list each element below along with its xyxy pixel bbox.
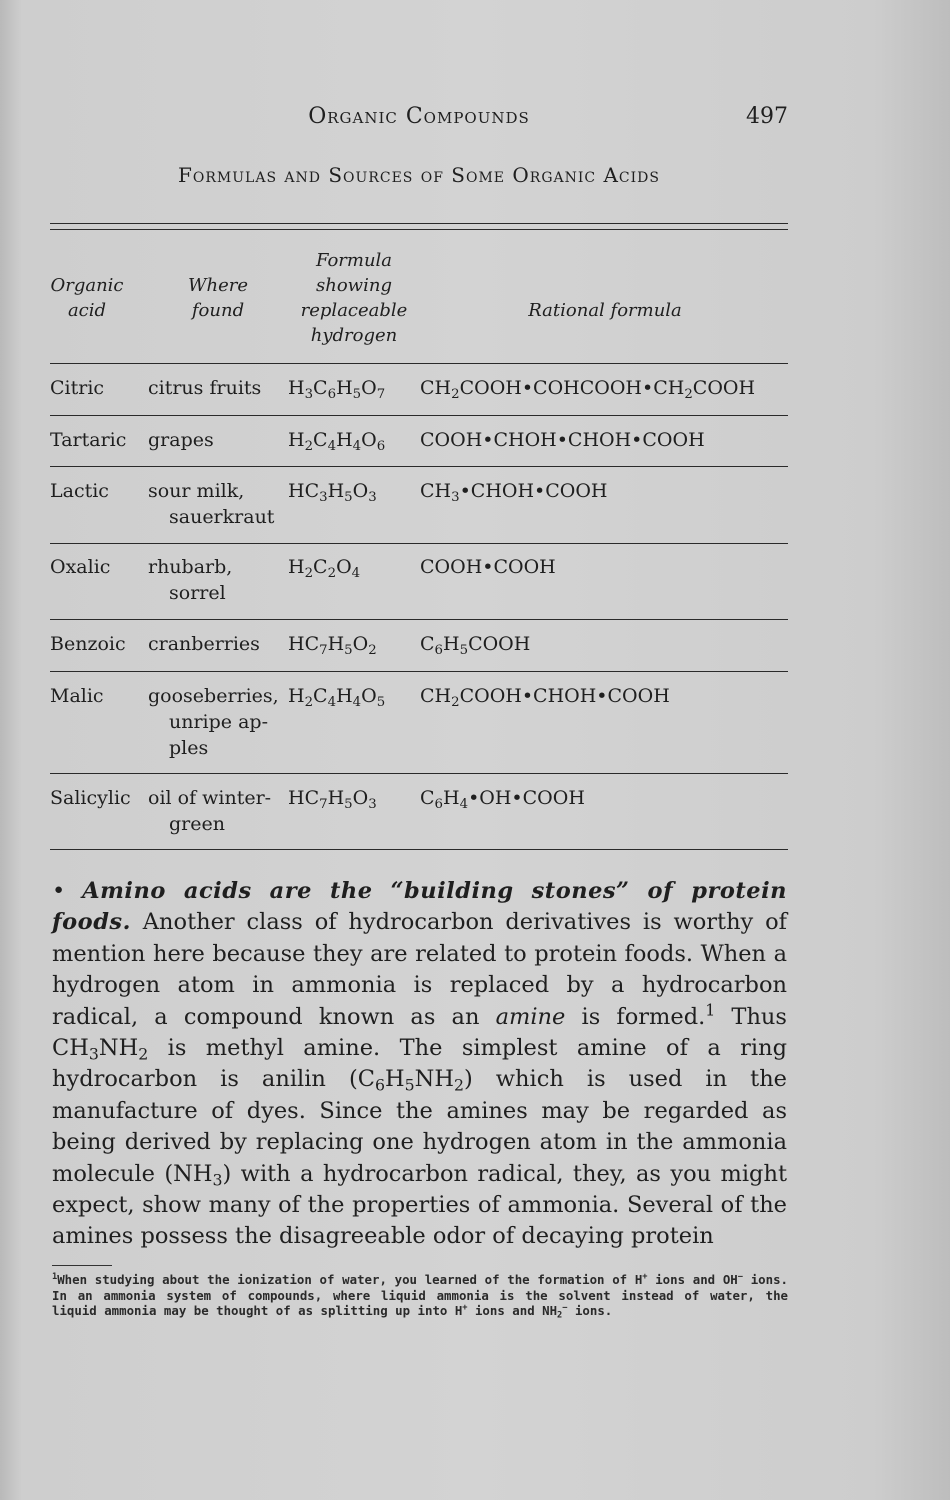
row-separator-rule <box>50 543 788 544</box>
cell-formula: $HC_7H_5O_3$ <box>288 787 377 812</box>
header-rational-formula <box>440 298 770 323</box>
row-separator-rule <box>50 773 788 774</box>
paragraph-lead-heading: Amino acids are the “building stones” of protein foods. <box>52 878 787 936</box>
row-separator-rule <box>50 619 788 620</box>
table-bottom-rule <box>50 849 788 850</box>
header-organic-acid-line: acid <box>67 300 107 321</box>
header-rule <box>50 363 788 364</box>
header-formula-line: Formula <box>315 250 393 271</box>
cell-acid-name: Malic <box>50 685 104 707</box>
table-title: Formulas and Sources of Some Organic Acids <box>178 163 660 187</box>
header-formula-line: hydrogen <box>310 325 398 346</box>
cell-rational-formula: $C_6H_4•OH•COOH$ <box>420 787 585 812</box>
cell-rational-formula: $CH_2COOH•CHOH•COOH$ <box>420 685 670 710</box>
cell-where-found: sour milk, sauerkraut <box>148 480 275 528</box>
cell-acid-name: Benzoic <box>50 633 126 655</box>
cell-rational-formula: $CH_2COOH•COHCOOH•CH_2COOH$ <box>420 377 756 402</box>
cell-formula: $H_2C_4H_4O_5$ <box>288 685 386 710</box>
cell-formula: $H_2C_2O_4$ <box>288 556 361 581</box>
cell-where-found: gooseberries, unripe ap- ples <box>148 685 279 759</box>
running-head <box>50 104 788 138</box>
cell-acid-name: Salicylic <box>50 787 131 809</box>
cell-rational-formula: $CH_3•CHOH•COOH$ <box>420 480 608 505</box>
row-separator-rule <box>50 415 788 416</box>
header-where-found <box>168 273 268 323</box>
paragraph-text: Another class of hydrocarbon derivatives is worthy of mention here because they are related to protein foods. When a hydrogen atom in ammonia is replaced by a hydrocarbon radical, a compound known as an amine is formed.$^1$ Thus $CH_3NH_2$ is methyl amine. The simplest amine of a ring hydrocarbon is anilin $(C_6H_5NH_2)$ which is used in the manufacture of dyes. Since the amines may be regarded as being derived by replacing one hydrogen atom in the ammonia molecule $(NH_3)$ with a hydrocarbon radical, they, as you might expect, show many of the properties of ammonia. Several of the amines possess the disagreeable odor of decaying protein <box>52 909 787 1250</box>
row-separator-rule <box>50 466 788 467</box>
footnote: $^1$When studying about the ionization of water, you learned of the formation of H+ ions and OH− ions. In an ammonia system of compounds, where liquid ammonia is the solvent instead of water, the liquid ammonia may be thought of as splitting up into H+ ions and $NH_2^-$ ions. <box>52 1272 788 1321</box>
table-top-rule-2 <box>50 229 788 230</box>
row-separator-rule <box>50 671 788 672</box>
body-paragraph <box>52 876 787 1253</box>
header-rational-formula-line: Rational formula <box>528 300 682 321</box>
header-formula-line: replaceable <box>300 300 408 321</box>
cell-acid-name: Lactic <box>50 480 109 502</box>
cell-rational-formula: COOH•CHOH•CHOH•COOH <box>420 429 705 451</box>
cell-where-found: citrus fruits <box>148 377 262 399</box>
cell-formula: $H_2C_4H_4O_6$ <box>288 429 386 454</box>
bullet-mark: • <box>52 878 66 904</box>
cell-where-found: rhubarb, sorrel <box>148 556 233 604</box>
header-formula-line: showing <box>316 275 392 296</box>
running-head-title: Organic Compounds <box>308 104 530 129</box>
cell-where-found: oil of winter- green <box>148 787 272 835</box>
cell-rational-formula: COOH•COOH <box>420 556 556 578</box>
cell-formula: $HC_7H_5O_2$ <box>288 633 377 658</box>
header-organic-acid <box>50 273 124 323</box>
header-where-found-line: Where <box>187 275 248 296</box>
cell-rational-formula: $C_6H_5COOH$ <box>420 633 531 658</box>
header-formula <box>283 248 425 348</box>
header-organic-acid-line: Organic <box>50 275 124 296</box>
page-number: 497 <box>746 104 788 129</box>
cell-formula: $H_3C_6H_5O_7$ <box>288 377 386 402</box>
cell-where-found: cranberries <box>148 633 260 655</box>
cell-formula: $HC_3H_5O_3$ <box>288 480 377 505</box>
cell-acid-name: Citric <box>50 377 105 399</box>
cell-acid-name: Tartaric <box>50 429 127 451</box>
cell-acid-name: Oxalic <box>50 556 111 578</box>
cell-where-found: grapes <box>148 429 214 451</box>
footnote-rule <box>52 1265 112 1266</box>
table-top-rule <box>50 223 788 224</box>
header-where-found-line: found <box>191 300 245 321</box>
